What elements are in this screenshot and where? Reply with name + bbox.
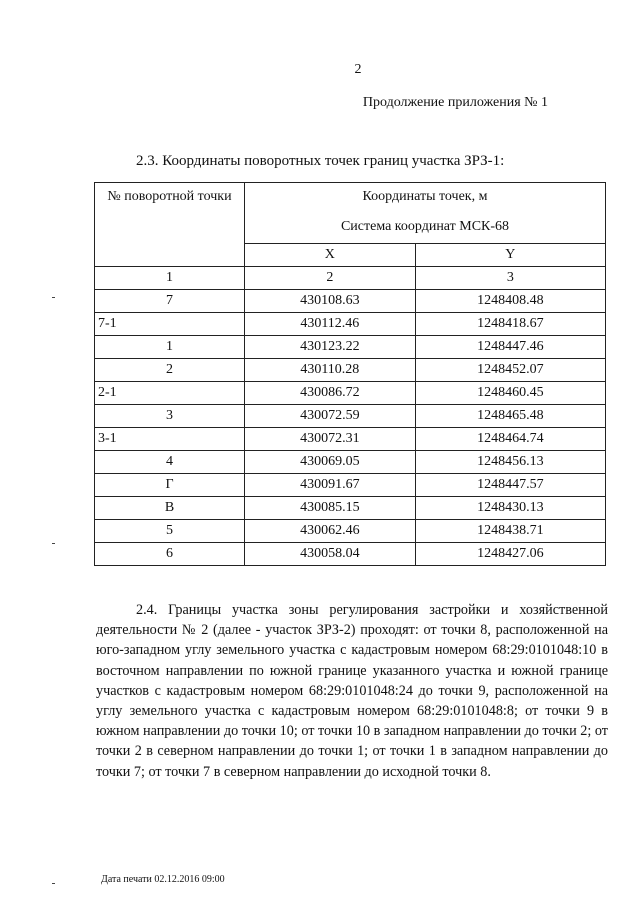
table-row xyxy=(95,313,606,336)
x-coordinate-cell: 430110.28 xyxy=(245,359,416,382)
y-coordinate-cell: 1248430.13 xyxy=(415,497,605,520)
y-coordinate-cell: 1248452.07 xyxy=(415,359,605,382)
section-title: 2.3. Координаты поворотных точек границ участка ЗРЗ-1: xyxy=(136,153,505,169)
y-coordinate-cell: 1248460.45 xyxy=(415,382,605,405)
x-coordinate-cell: 430058.04 xyxy=(245,543,416,566)
coordinates-table-body xyxy=(95,267,606,566)
point-number-cell: 7-1 xyxy=(95,313,245,336)
margin-mark xyxy=(52,883,55,884)
point-number-cell: 5 xyxy=(95,520,245,543)
x-coordinate-cell: 430062.46 xyxy=(245,520,416,543)
table-row xyxy=(95,359,606,382)
point-number-cell: 7 xyxy=(95,290,245,313)
x-coordinate-cell: 430123.22 xyxy=(245,336,416,359)
point-number-cell: 2 xyxy=(95,359,245,382)
table-row xyxy=(95,267,606,290)
table-row xyxy=(95,520,606,543)
y-coordinate-cell: 1248418.67 xyxy=(415,313,605,336)
page-number: 2 xyxy=(354,62,362,77)
point-number-cell: 1 xyxy=(95,267,245,290)
table-row xyxy=(95,290,606,313)
table-row xyxy=(95,405,606,428)
point-number-header: № поворотной точки xyxy=(95,183,245,267)
y-coordinate-cell: 1248464.74 xyxy=(415,428,605,451)
y-coordinate-cell: 3 xyxy=(415,267,605,290)
column-x-header: X xyxy=(245,244,416,267)
coordinates-header-units: Координаты точек, м xyxy=(362,189,488,204)
margin-mark xyxy=(52,543,55,544)
point-number-cell: 6 xyxy=(95,543,245,566)
point-number-cell: В xyxy=(95,497,245,520)
x-coordinate-cell: 2 xyxy=(245,267,416,290)
x-coordinate-cell: 430069.05 xyxy=(245,451,416,474)
x-coordinate-cell: 430072.31 xyxy=(245,428,416,451)
table-row xyxy=(95,497,606,520)
column-y-header: Y xyxy=(415,244,605,267)
y-coordinate-cell: 1248456.13 xyxy=(415,451,605,474)
coordinates-table xyxy=(94,182,606,566)
point-number-cell: 2-1 xyxy=(95,382,245,405)
table-row xyxy=(95,543,606,566)
point-number-cell: 3 xyxy=(95,405,245,428)
appendix-note: Продолжение приложения № 1 xyxy=(362,95,548,110)
x-coordinate-cell: 430086.72 xyxy=(245,382,416,405)
boundary-description-paragraph: 2.4. Границы участка зоны регулирования застройки и хозяйственной деятельности № 2 (далее - участок ЗРЗ-2) проходят: от точки 8, расположенной на юго-западном углу земельного участка с кадастровым номером 68:29:0101048:10 в восточном направлении по южной границе указанного участка и южной границе участков с кадастровым номером 68:29:0101048:24 до точки 9, расположенной на углу земельного участка с кадастровым номером 68:29:0101048:8; от точки 9 в южном направлении до точки 10; от точки 10 в западном направлении до точки 2; от точки 2 в северном направлении до точки 1; от точки 1 в западном направлении до точки 7; от точки 7 в северном направлении до исходной точки 8. xyxy=(96,602,608,780)
x-coordinate-cell: 430085.15 xyxy=(245,497,416,520)
margin-mark xyxy=(52,297,55,298)
y-coordinate-cell: 1248465.48 xyxy=(415,405,605,428)
table-row xyxy=(95,474,606,497)
y-coordinate-cell: 1248438.71 xyxy=(415,520,605,543)
point-number-cell: 3-1 xyxy=(95,428,245,451)
y-coordinate-cell: 1248408.48 xyxy=(415,290,605,313)
table-row xyxy=(95,336,606,359)
x-coordinate-cell: 430112.46 xyxy=(245,313,416,336)
point-number-cell: 4 xyxy=(95,451,245,474)
table-row xyxy=(95,382,606,405)
x-coordinate-cell: 430108.63 xyxy=(245,290,416,313)
point-number-cell: Г xyxy=(95,474,245,497)
table-row xyxy=(95,451,606,474)
point-number-cell: 1 xyxy=(95,336,245,359)
print-date: Дата печати 02.12.2016 09:00 xyxy=(101,874,225,885)
table-row xyxy=(95,428,606,451)
x-coordinate-cell: 430072.59 xyxy=(245,405,416,428)
y-coordinate-cell: 1248427.06 xyxy=(415,543,605,566)
coordinate-system-label: Система координат МСК-68 xyxy=(340,219,510,234)
coordinates-header xyxy=(245,183,606,244)
x-coordinate-cell: 430091.67 xyxy=(245,474,416,497)
y-coordinate-cell: 1248447.46 xyxy=(415,336,605,359)
y-coordinate-cell: 1248447.57 xyxy=(415,474,605,497)
